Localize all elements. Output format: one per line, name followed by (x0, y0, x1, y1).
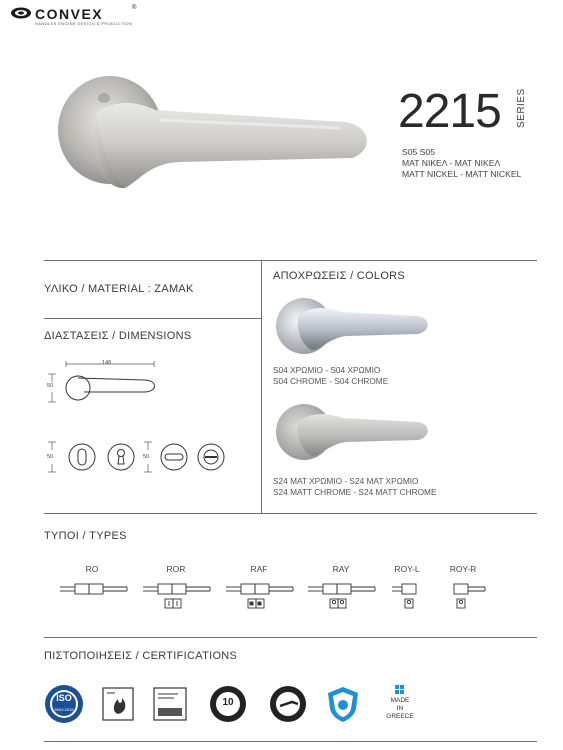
hero-handle-image (40, 70, 390, 210)
brand-registered: ® (132, 5, 137, 11)
dimension-height-value-2: 50 (47, 454, 54, 460)
dimension-height-value-3: 50 (143, 454, 150, 460)
quality-seal-icon (268, 684, 308, 724)
finish-english: MATT NICKEL - MATT NICKEL (402, 169, 522, 179)
iso-text: ISO (56, 693, 72, 703)
type-label-roy-r: ROY-R (449, 564, 477, 574)
warranty-years: 10 (222, 697, 234, 708)
dimension-height-value: 50 (47, 383, 54, 389)
color-matt-chrome-caption (273, 476, 437, 498)
product-finish (402, 147, 521, 180)
dimensions-label: ΔΙΑΣΤΑΣΕΙΣ / DIMENSIONS (44, 330, 192, 342)
type-label-roy-l: ROY-L (394, 564, 420, 574)
divider-material (44, 318, 261, 319)
product-series: SERIES (516, 88, 527, 128)
color-chrome-caption (273, 365, 388, 387)
certifications-label: ΠΙΣΤΟΠΟΙΗΣΕΙΣ / CERTIFICATIONS (44, 650, 238, 662)
types-diagrams (55, 578, 495, 612)
product-number: 2215 (398, 85, 501, 138)
antibacterial-shield-icon (323, 684, 363, 724)
color-matt-greek: S24 ΜΑΤ ΧΡΩΜΙΟ - S24 ΜΑΤ ΧΡΩΜΙΟ (273, 476, 419, 486)
in-word: IN (396, 705, 404, 712)
colors-label: ΑΠΟΧΡΩΣΕΙΣ / COLORS (273, 270, 406, 282)
color-matt-english: S24 MATT CHROME - S24 MATT CHROME (273, 487, 437, 497)
brand-tagline: HANDLES ENGINE DESIGN & PRODUCTION (35, 21, 133, 26)
brand-logo (10, 5, 150, 27)
finish-greek: ΜΑΤ ΝΙΚΕΛ - ΜΑΤ ΝΙΚΕΛ (402, 158, 501, 168)
type-label-ro: RO (85, 564, 99, 574)
divider-top (44, 260, 537, 261)
color-swatch-chrome (272, 294, 432, 356)
logo-mark-icon (10, 7, 32, 19)
made-in-greece-icon (395, 685, 405, 695)
divider-vertical (261, 260, 262, 513)
made-word: MADE (390, 697, 410, 704)
type-label-ror: ROR (166, 564, 186, 574)
color-chrome-english: S04 CHROME - S04 CHROME (273, 376, 389, 386)
fire-rating-icon (101, 684, 141, 724)
color-swatch-matt-chrome (272, 400, 432, 462)
divider-specs-bottom (44, 513, 537, 514)
iso-certification-icon (44, 684, 84, 724)
dimension-drawing-roses (44, 438, 234, 478)
divider-page-bottom (44, 741, 537, 742)
greece-word: GREECE (386, 713, 414, 720)
dimension-length-value: 148 (102, 360, 112, 366)
material-label: ΥΛΙΚΟ / MATERIAL : ZAMAK (44, 283, 194, 295)
finish-code: S05 S05 (402, 147, 435, 157)
durability-test-icon (152, 684, 192, 724)
iso-number: 9001:2015 (54, 707, 74, 712)
brand-name: CONVEX (35, 6, 104, 22)
color-chrome-greek: S04 ΧΡΩΜΙΟ - S04 ΧΡΩΜΙΟ (273, 365, 381, 375)
made-in-greece-text (378, 697, 422, 721)
type-label-raf: RAF (250, 564, 268, 574)
types-label: ΤΥΠΟΙ / TYPES (44, 530, 127, 542)
divider-types-bottom (44, 637, 537, 638)
type-label-ray: RAY (332, 564, 350, 574)
